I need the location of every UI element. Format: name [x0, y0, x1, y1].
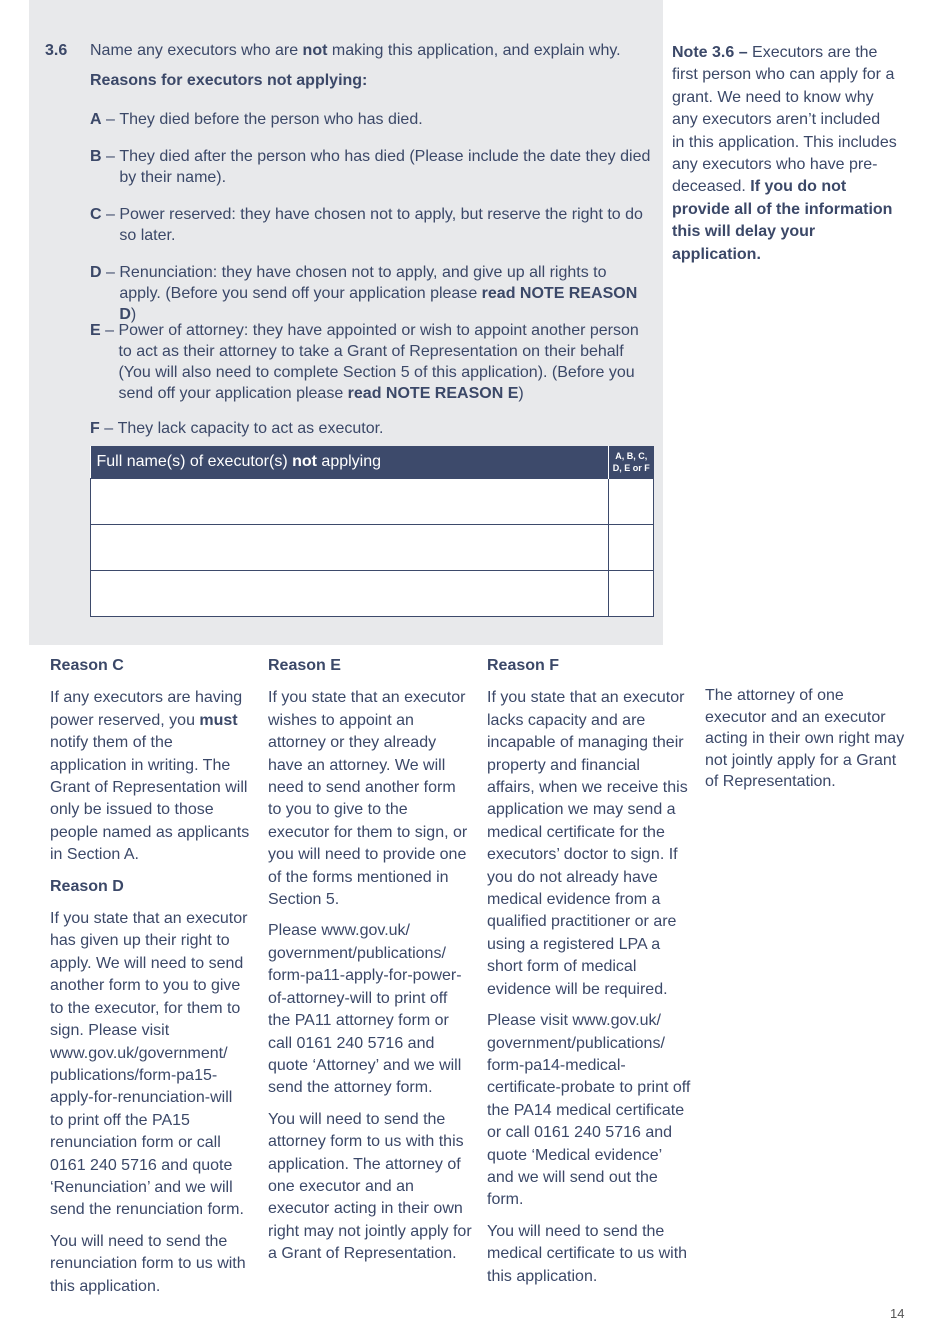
reason-f: F – They lack capacity to act as executor. [90, 420, 384, 437]
executor-name-field[interactable] [91, 525, 609, 571]
reason-d-text: If you state that an executor has given up their right to apply. We will need to send another form to you to give to the executor, for them to sign. Please visit www.gov.uk/government/ publications/form-pa15-apply-for-renunciation-will to print off the PA15 renunciation form or call 0161 240 5716 and quote ‘Renunciation’ and we will send the renunciation form. [50, 910, 248, 1219]
reason-f-heading: Reason F [487, 657, 560, 674]
reason-d-text-2: You will need to send the renunciation form to us with this application. [50, 1232, 246, 1295]
reason-e-text: If you state that an executor wishes to appoint an attorney or they already have an attorney. We will need to send another form to you to give to the executor for them to sign, or you will need to provide one of the forms mentioned in Section 5. [268, 689, 468, 909]
table-row [91, 571, 654, 617]
reason-c-text: If any executors are having power reserved, you must notify them of the application in writing. The Grant of Representation will only be issued to those people named as applicants in Section A. [50, 689, 250, 864]
question-number: 3.6 [45, 42, 68, 59]
reason-b: B – They died after the person who has died (Please include the date they died by their name). [90, 148, 651, 186]
reason-code-field[interactable] [609, 525, 654, 571]
reason-c-d-column [50, 655, 250, 1307]
reason-e-column [268, 655, 473, 1275]
note-3-6: Note 3.6 – Executors are the first person who can apply for a grant. We need to know why any executors aren’t included in this application. This includes any executors who have pre-deceased. If you do not provide all of the information this will delay your application. [672, 44, 897, 263]
reason-a: A – They died before the person who has died. [90, 111, 423, 128]
reason-code-field[interactable] [609, 571, 654, 617]
reason-f-column [487, 655, 692, 1297]
reason-c: C – Power reserved: they have chosen not to apply, but reserve the right to do so later. [90, 206, 643, 244]
name-column-header: Full name(s) of executor(s) not applying [91, 446, 609, 479]
executors-table [90, 446, 654, 617]
reason-e: E – Power of attorney: they have appointed or wish to appoint another person to act as their attorney to take a Grant of Representation on their behalf (You will also need to complete Section 5 of this application). (Before you send off your application please read NOTE REASON E) [90, 322, 639, 402]
table-row [91, 525, 654, 571]
reason-code-field[interactable] [609, 479, 654, 525]
reason-e-text-2: Please www.gov.uk/ government/publications/ form-pa11-apply-for-power-of-attorney-will to print off the PA11 attorney form or call 0161 240 5716 and quote ‘Attorney’ and we will send the attorney form. [268, 922, 462, 1097]
reason-e-heading: Reason E [268, 657, 341, 674]
reason-d: D – Renunciation: they have chosen not to apply, and give up all rights to apply. (Before you send off your application please read NOTE REASON D) [90, 264, 638, 323]
question-text: Name any executors who are not making this application, and explain why. [90, 42, 621, 59]
reasons-heading: Reasons for executors not applying: [90, 72, 368, 89]
reason-d-heading: Reason D [50, 877, 124, 895]
table-row [91, 479, 654, 525]
code-column-header: A, B, C, D, E or F [609, 446, 654, 479]
reason-e-text-3: You will need to send the attorney form to us with this application. The attorney of one executor and an executor acting in their own right may not jointly apply for a Grant of Representation. [268, 1110, 472, 1263]
attorney-side-note: The attorney of one executor and an executor acting in their own right may not jointly apply for a Grant of Representation. [705, 687, 905, 790]
page-number: 14 [890, 1306, 905, 1321]
reason-f-text-2: Please visit www.gov.uk/ government/publications/ form-pa14-medical-certificate-probate to print off the PA14 medical certificate or call 0161 240 5716 and quote ‘Medical evidence’ and we will send out the form. [487, 1012, 691, 1209]
reason-f-text-3: You will need to send the medical certificate to us with this application. [487, 1222, 688, 1285]
reason-c-heading: Reason C [50, 657, 124, 674]
executor-name-field[interactable] [91, 479, 609, 525]
reason-f-text: If you state that an executor lacks capacity and are incapable of managing their property and financial affairs, when we receive this application we may send a medical certificate for the executors’ doctor to sign. If you do not already have medical evidence from a qualified practitioner or are using a registered LPA a short form of medical evidence will be required. [487, 689, 688, 998]
table-header-row [91, 446, 654, 479]
executor-name-field[interactable] [91, 571, 609, 617]
